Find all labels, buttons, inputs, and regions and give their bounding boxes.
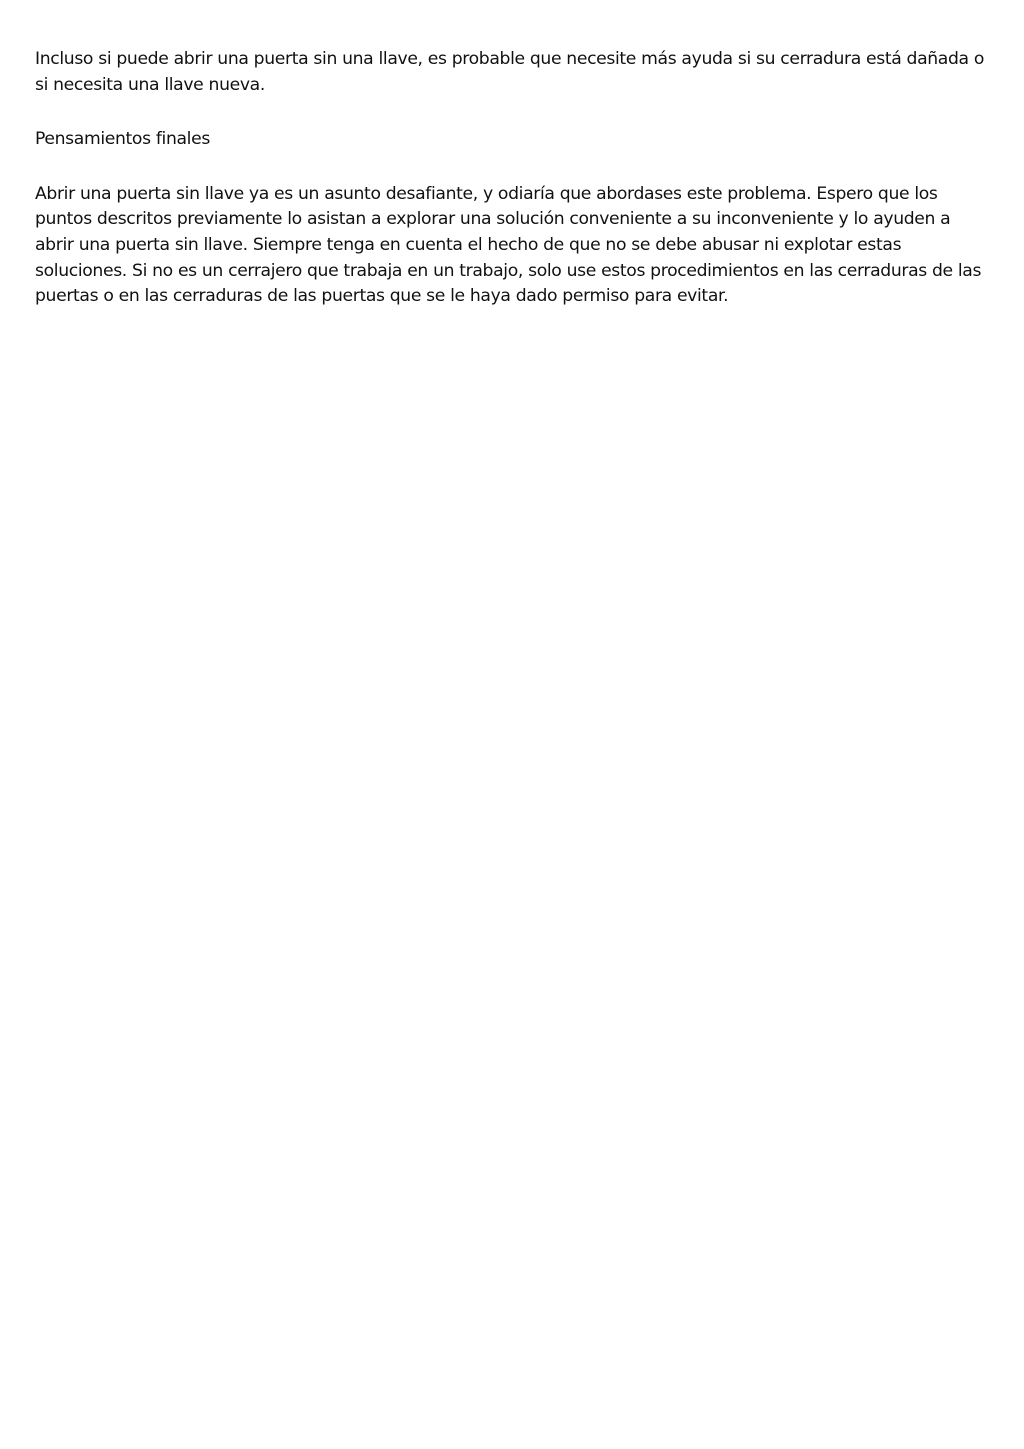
section-heading-final-thoughts: Pensamientos finales <box>35 129 210 150</box>
paragraph-conclusion: Abrir una puerta sin llave ya es un asunto desafiante, y odiaría que abordases este problema. Espero que los puntos descritos previamente lo asistan a explorar una solución conveniente a su inconveniente y lo ayuden a abrir una puerta sin llave. Siempre tenga en cuenta el hecho de que no se debe abusar ni explotar estas soluciones. Si no es un cerrajero que trabaja en un trabajo, solo use estos procedimientos en las cerraduras de las puertas o en las cerraduras de las puertas que se le haya dado permiso para evitar. <box>35 183 982 307</box>
document-page <box>35 47 985 339</box>
paragraph-intro: Incluso si puede abrir una puerta sin una llave, es probable que necesite más ayuda si su cerradura está dañada o si necesita una llave nueva. <box>35 49 985 95</box>
